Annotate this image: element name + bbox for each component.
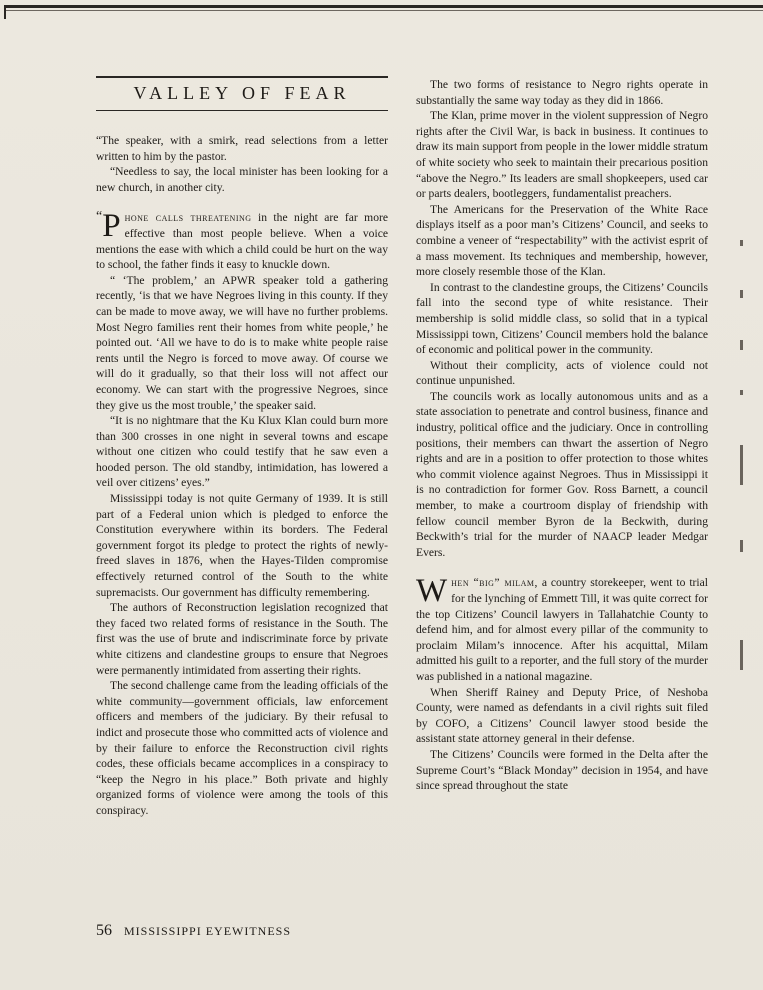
right-column [416, 77, 708, 794]
section-break [416, 560, 708, 575]
paragraph: When Sheriff Rainey and Deputy Price, of Neshoba County, were named as defendants in a civil rights suit filed by COFO, a Citizens’ Council lawyer stood beside the assistant state attorney general in their defense. [416, 685, 708, 746]
scan-mark [740, 290, 743, 298]
paragraph: The Klan, prime mover in the violent suppression of Negro rights after the Civil War, is back in business. It continues to draw its main support from people in the lower middle stratum of white society who seek to maintain their precarious position “above the Negro.” Its leaders are small shopkeepers, used car or parts dealers, bootleggers, fundamentalist preachers. [416, 109, 708, 201]
paragraph: The two forms of resistance to Negro rights operate in substantially the same way today as they did in 1866. [416, 78, 708, 107]
scan-mark [740, 240, 743, 246]
paragraph: “It is no nightmare that the Ku Klux Klan could burn more than 300 crosses in one night in several towns and escape without one citizen who could testify that he saw even a hooded person. The old standby, intimidation, has lowered a veil over citizens’ eyes.” [96, 414, 388, 490]
scan-mark [740, 445, 743, 485]
lead-in-smallcaps: hone calls threatening [124, 211, 252, 225]
left-column [96, 133, 388, 819]
paragraph: “The speaker, with a smirk, read selections from a letter written to him by the pastor. [96, 134, 388, 163]
article-title: VALLEY OF FEAR [133, 83, 351, 103]
paragraph: The second challenge came from the leading officials of the white community—government officials, law enforcement officers and members of the judiciary. By their refusal to indict and prosecute those who committed acts of violence and by their failure to enforce the Reconstruction civil rights codes, these officials became accomplices in a conspiracy to “keep the Negro in his place.” Both private and highly organized forms of violence were among the tools of this conspiracy. [96, 679, 388, 817]
publication-name: MISSISSIPPI EYEWITNESS [124, 924, 292, 938]
scan-mark [740, 540, 743, 552]
corner-mark [4, 5, 6, 19]
paragraph-text: a country storekeeper, went to trial for the lynching of Emmett Till, it was quite correct for the top Citizens’ Council lawyers in Tallahatchie County to defend him, and for almost every pillar of the community to proclaim Milam’s innocence. After his acquittal, Milam admitted his guilt to a reporter, and the full story of the murder was published in a national magazine. [416, 576, 708, 683]
paragraph: Without their complicity, acts of violence could not continue unpunished. [416, 358, 708, 388]
paragraph: “ ‘The problem,’ an APWR speaker told a gathering recently, ‘is that we have Negroes living in this county. If they can be made to move away, we will have no further problems. Most Negro families rent their homes from white people,’ he pointed out. ‘All we have to do is to make white people raise rents until the Negro is forced to move away. Of course we will do it gradually, so that their loss will not affect our economy. We can start with the progressive Negroes, since they give us the most trouble,’ the speaker said. [96, 273, 388, 412]
paragraph: The councils work as locally autonomous units and as a state association to penetrate and control business, finance and industry, political office and the judiciary. Once in controlling positions, their members can thwart the assertion of Negro rights and are in a position to offer protection to those whites who commit violence against Negroes. Thus in Mississippi it is no contradiction for former Gov. Ross Barnett, a council member, to make a courtroom display of friendship with fellow council member Byron de la Beckwith, during Beckwith’s trial for the murder of NAACP leader Medgar Evers. [416, 389, 708, 559]
paragraph: In contrast to the clandestine groups, the Citizens’ Councils fall into the second type of white resistance. Their membership is solid middle class, so solid that in a typical Mississippi town, Citizens’ Council members hold the balance of economic and political power in the community. [416, 280, 708, 357]
page-number: 56 [96, 922, 112, 939]
heading-rule-bottom [96, 110, 388, 111]
paragraph: “Needless to say, the local minister has been looking for a new church, in another city. [96, 165, 388, 194]
page-footer [96, 922, 291, 940]
section-break [96, 195, 388, 210]
top-border-hairline [4, 10, 763, 11]
scan-mark [740, 390, 743, 395]
scan-mark [740, 340, 743, 350]
scan-mark [740, 640, 743, 670]
paragraph [96, 210, 388, 272]
paragraph-text: in the night are far more effective than most people believe. When a voice mentions the ease with which a child could be hurt on the way to school, the father finds it easy to knuckle down. [96, 211, 388, 272]
margin-scan-marks [736, 220, 750, 780]
drop-cap: P [102, 208, 121, 245]
paragraph: The authors of Reconstruction legislation recognized that they faced two related forms of resistance in the South. The first was the use of brute and indiscriminate force by private white citizens and clandestine groups to ensure that Negroes were permanently intimidated from asserting their rights. [96, 601, 388, 677]
top-border-rule [4, 5, 763, 8]
paragraph: The Americans for the Preservation of the White Race displays itself as a poor man’s Citizens’ Council, and seeks to combine a veneer of “respectability” with the activist esprit of a mass movement. Its techniques and membership, however, more closely resemble those of the Klan. [416, 202, 708, 279]
heading-rule-top [96, 76, 388, 78]
opening-quote: “ [96, 209, 103, 225]
paragraph: Mississippi today is not quite Germany of 1939. It is still part of a Federal union which is pledged to enforce the Constitution everywhere within its borders. The Federal government forgot its pledge to protect the rights of newly-freed slaves in 1876, when the Hayes-Tilden compromise effectively returned control of the South to the white supremacists. Our government has difficulty remembering. [96, 492, 388, 599]
article-heading-block [96, 76, 388, 111]
paragraph [416, 575, 708, 684]
lead-in-smallcaps: hen “big” milam, [451, 576, 538, 590]
paragraph: The Citizens’ Councils were formed in the Delta after the Supreme Court’s “Black Monday” decision in 1954, and have since spread throughout the state [416, 747, 708, 793]
drop-cap: W [416, 573, 448, 610]
